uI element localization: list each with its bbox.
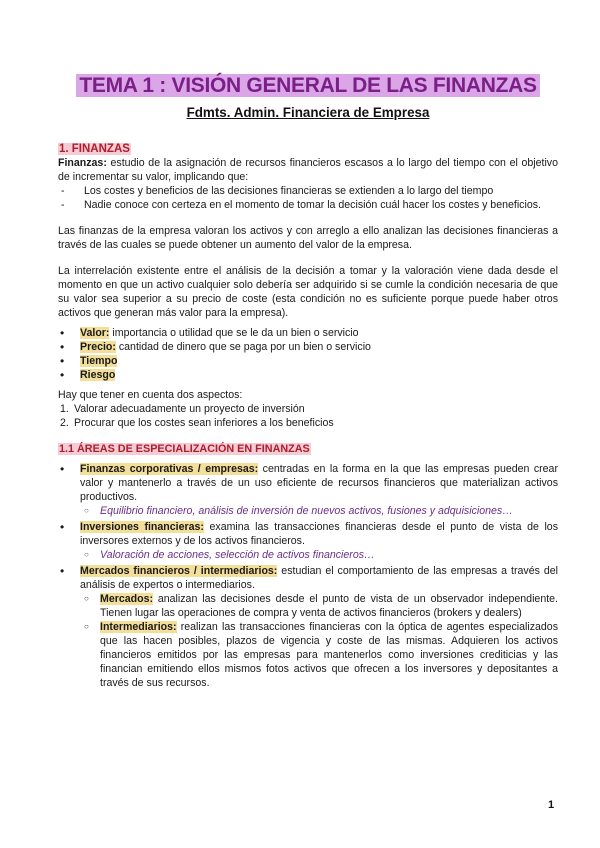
page-title: TEMA 1 : VISIÓN GENERAL DE LAS FINANZAS: [58, 72, 558, 100]
list-item: • Finanzas corporativas / empresas: centradas en la forma en la que las empresas pueden crear valor y mantenerlo a través de un uso eficiente de recursos financieros que materializan activos productivos. ○ Equilibrio financiero, análisis de inversión de nuevos activos, fusiones y adquisiciones…: [58, 463, 558, 519]
concepts-list: [58, 327, 558, 383]
paragraph: Hay que tener en cuenta dos aspectos:: [58, 388, 243, 401]
list-item: 2. Procurar que los costes sean inferiores a los beneficios: [60, 416, 334, 429]
sub-item: ○ Intermediarios: realizan las transacciones financieras con la óptica de agentes especializados que las hacen posibles, plazos de vigencia y coste de las mismas. Adquieren los activos financieros emitidos por las empresas para mantenerlos como inversiones crediticias y las financian emitiendo ellos mismos fotos activos que ofrecen a los inversores y depositantes a través de sus recursos.: [80, 621, 558, 691]
areas-list: [58, 463, 558, 691]
list-item: - Los costes y beneficios de las decisiones financieras se extienden a lo largo del tiempo: [58, 185, 558, 199]
sub-list: [80, 593, 558, 691]
paragraph: Las finanzas de la empresa valoran los activos y con arreglo a ello analizan las decisiones financieras a través de las cuales se puede obtener un aumento del valor de la empresa.: [58, 224, 558, 251]
example-list: [80, 505, 558, 519]
example-list: [80, 549, 558, 563]
list-item: • Riesgo: [58, 369, 558, 383]
page-subtitle: Fdmts. Admin. Financiera de Empresa: [186, 105, 430, 120]
paragraph: La interrelación existente entre el análisis de la decisión a tomar y la valoración viene dada desde el momento en que un activo cualquier solo debería ser adquirido si se cumle la condición necesaria de que su valor sea superior a su precio de coste (esta condición no es suficiente porque puede haber otros activos que generan más valor para la empresa).: [58, 264, 558, 319]
list-item: • Tiempo: [58, 355, 558, 369]
definition-term: Finanzas:: [58, 157, 107, 169]
list-item: • Mercados financieros / intermediarios: estudian el comportamiento de las empresas a través del análisis de expertos o intermediarios. ○ Mercados: analizan las decisiones desde el punto de vista de un observador independiente. Tienen lugar las operaciones de compra y venta de activos financieros (brokers y dealers) ○ Intermediarios: realizan las transacciones financieras con la óptica de agentes especializados que las hacen posibles, plazos de vigencia y coste de las mismas. Adquieren los activos financieros emitidos por las empresas para mantenerlos como inversiones crediticias y las financian emitiendo ellos mismos fotos activos que ofrecen a los inversores y depositantes a través de sus recursos.: [58, 565, 558, 691]
example-item: ○ Valoración de acciones, selección de activos financieros…: [80, 549, 558, 563]
list-item: - Nadie conoce con certeza en el momento de tomar la decisión cuál hacer los costes y beneficios.: [58, 199, 558, 213]
implications-list: [58, 185, 558, 213]
section-heading-finanzas: 1. FINANZAS: [59, 143, 130, 155]
sub-item: ○ Mercados: analizan las decisiones desde el punto de vista de un observador independiente. Tienen lugar las operaciones de compra y venta de activos financieros (brokers y dealers): [80, 593, 558, 621]
definition-paragraph: Finanzas: estudio de la asignación de recursos financieros escasos a lo largo del tiempo con el objetivo de incrementar su valor, implicando que:: [58, 157, 558, 183]
section-heading-areas: 1.1 ÁREAS DE ESPECIALIZACIÓN EN FINANZAS: [59, 443, 310, 456]
list-item: • Inversiones financieras: examina las transacciones financieras desde el punto de vista de los inversores externos y de los activos financieros. ○ Valoración de acciones, selección de activos financieros…: [58, 521, 558, 563]
page-number: 1: [548, 799, 555, 811]
aspects-list: [58, 403, 558, 431]
list-item: 1. Valorar adecuadamente un proyecto de inversión: [60, 402, 305, 415]
document-page: [58, 72, 558, 693]
list-item: • Valor: importancia o utilidad que se le da un bien o servicio: [58, 327, 558, 341]
list-item: • Precio: cantidad de dinero que se paga por un bien o servicio: [58, 341, 558, 355]
example-item: ○ Equilibrio financiero, análisis de inversión de nuevos activos, fusiones y adquisiciones…: [80, 505, 558, 519]
